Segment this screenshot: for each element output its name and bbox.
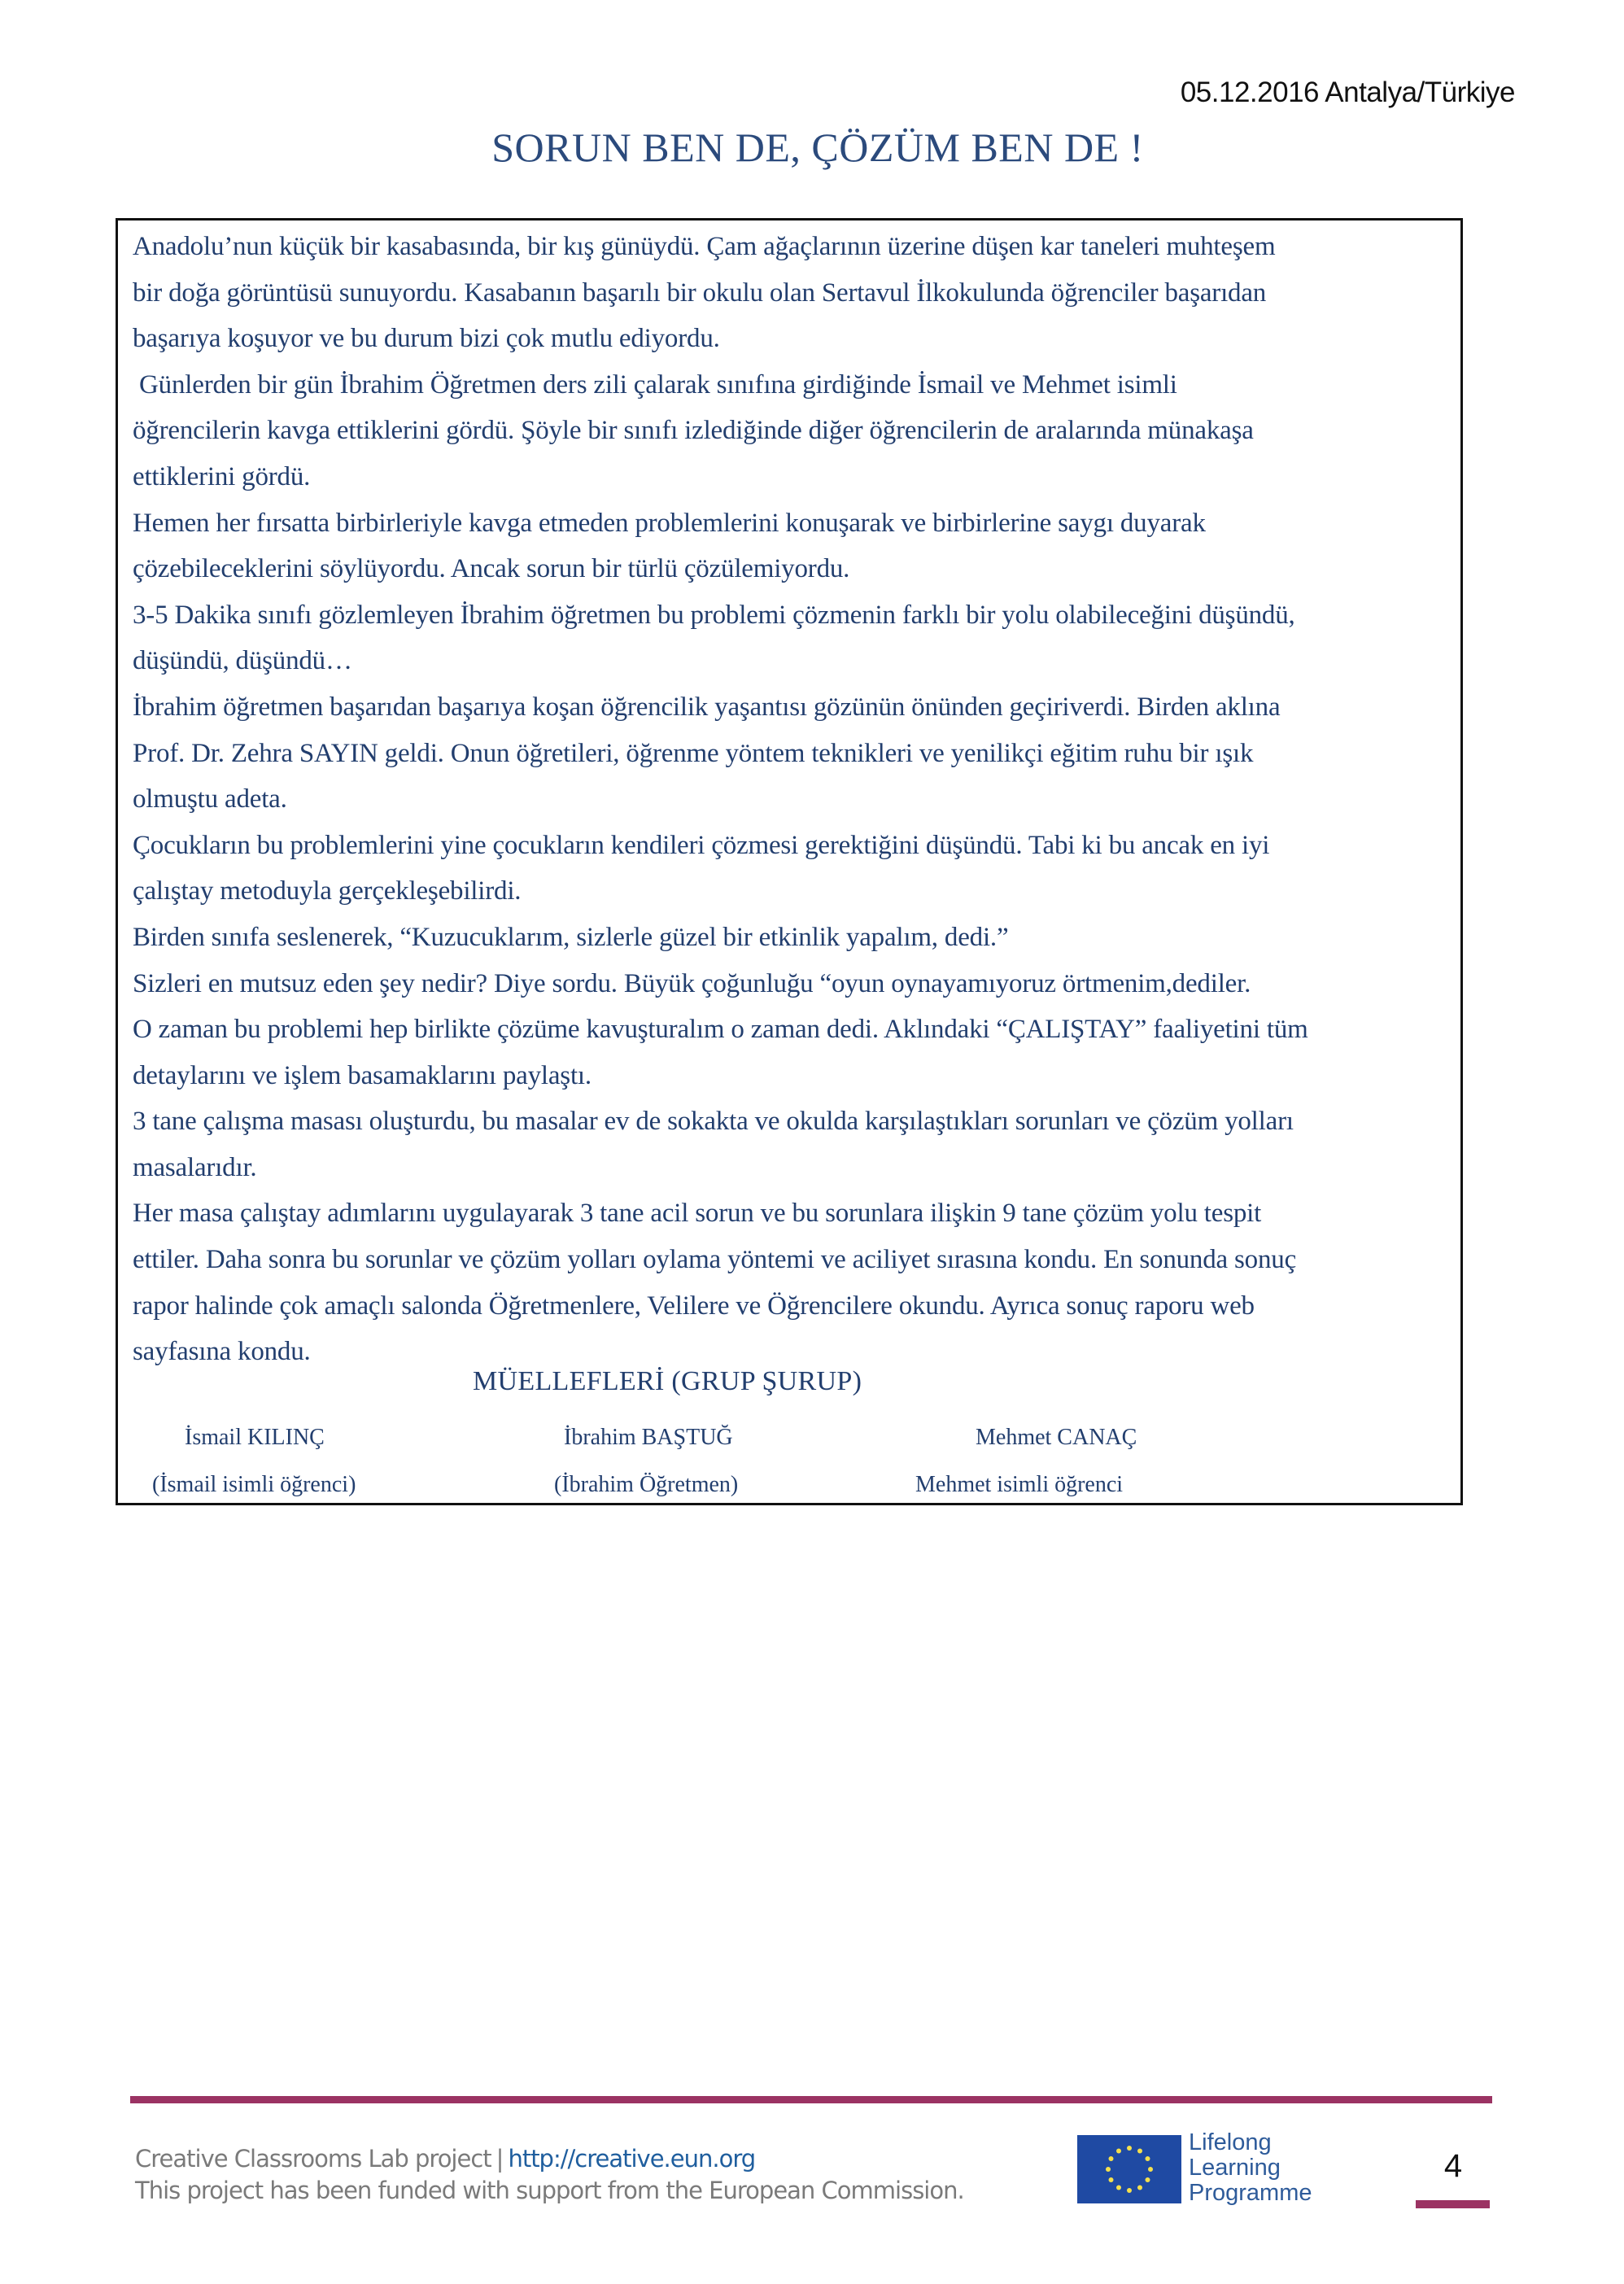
lifelong-learning-logo-text xyxy=(1189,2130,1312,2206)
story-line: Çocukların bu problemlerini yine çocukların kendileri çözmesi gerektiğini düşündü. Tabi ki bu ancak en iyi xyxy=(133,830,1270,860)
author-role: (İsmail isimli öğrenci) xyxy=(152,1472,356,1497)
logo-line: Programme xyxy=(1189,2180,1312,2206)
authors-heading: MÜELLEFLERİ (GRUP ŞURUP) xyxy=(473,1366,862,1396)
eu-flag-icon xyxy=(1077,2135,1181,2203)
footer-project-line xyxy=(135,2145,755,2173)
page-number: 4 xyxy=(1443,2148,1463,2184)
story-line: detaylarını ve işlem basamaklarını paylaştı. xyxy=(133,1060,592,1090)
eu-stars-icon xyxy=(1077,2135,1181,2203)
footer-divider xyxy=(130,2096,1492,2103)
story-line: çözebileceklerini söylüyordu. Ancak sorun bir türlü çözülemiyordu. xyxy=(133,554,850,584)
story-line: ettiklerini gördü. xyxy=(133,461,311,491)
story-line: Her masa çalıştay adımlarını uygulayarak 3 tane acil sorun ve bu sorunlara ilişkin 9 tane çözüm yolu tespit xyxy=(133,1199,1262,1229)
story-line: başarıya koşuyor ve bu durum bizi çok mutlu ediyordu. xyxy=(133,324,720,354)
page-title: SORUN BEN DE, ÇÖZÜM BEN DE ! xyxy=(491,124,1144,170)
author-name: Mehmet CANAÇ xyxy=(976,1425,1137,1450)
story-line: çalıştay metoduyla gerçekleşebilirdi. xyxy=(133,876,522,906)
date-location: 05.12.2016 Antalya/Türkiye xyxy=(1180,76,1515,108)
story-line: sayfasına kondu. xyxy=(133,1337,311,1367)
story-line: rapor halinde çok amaçlı salonda Öğretmenlere, Velilere ve Öğrencilere okundu. Ayrıca sonuç raporu web xyxy=(133,1290,1255,1321)
story-line: Hemen her fırsatta birbirleriyle kavga etmeden problemlerini konuşarak ve birbirlerine saygı duyarak xyxy=(133,508,1206,538)
story-line: 3-5 Dakika sınıfı gözlemleyen İbrahim öğretmen bu problemi çözmenin farklı bir yolu olabileceğini düşündü, xyxy=(133,600,1295,630)
story-body xyxy=(133,224,1444,1375)
author-name: İsmail KILINÇ xyxy=(185,1425,325,1450)
project-link[interactable]: http://creative.eun.org xyxy=(508,2145,756,2173)
story-line: olmuştu adeta. xyxy=(133,784,287,814)
story-line: Prof. Dr. Zehra SAYIN geldi. Onun öğretileri, öğrenme yöntem teknikleri ve yenilikçi eğitim ruhu bir ışık xyxy=(133,738,1254,768)
author-name: İbrahim BAŞTUĞ xyxy=(564,1425,733,1450)
story-line: Günlerden bir gün İbrahim Öğretmen ders zili çalarak sınıfına girdiğinde İsmail ve Mehmet isimli xyxy=(133,369,1177,400)
page-number-underline xyxy=(1416,2200,1490,2208)
story-line: masalarıdır. xyxy=(133,1152,257,1182)
story-line: bir doğa görüntüsü sunuyordu. Kasabanın başarılı bir okulu olan Sertavul İlkokulunda öğrenciler başarıdan xyxy=(133,277,1267,308)
story-line: düşündü, düşündü… xyxy=(133,646,352,676)
story-box xyxy=(116,218,1463,1505)
footer-separator: | xyxy=(495,2145,504,2173)
story-line: Birden sınıfa seslenerek, “Kuzucuklarım, sizlerle güzel bir etkinlik yapalım, dedi.” xyxy=(133,922,1009,952)
story-line: İbrahim öğretmen başarıdan başarıya koşan öğrencilik yaşantısı gözünün önünden geçiriverdi. Birden aklına xyxy=(133,692,1281,722)
author-role: Mehmet isimli öğrenci xyxy=(915,1472,1124,1497)
story-line: 3 tane çalışma masası oluşturdu, bu masalar ev de sokakta ve okulda karşılaştıkları sorunları ve çözüm yolları xyxy=(133,1107,1294,1137)
story-line: O zaman bu problemi hep birlikte çözüme kavuşturalım o zaman dedi. Aklındaki “ÇALIŞTAY” faaliyetini tüm xyxy=(133,1015,1308,1045)
logo-line: Lifelong xyxy=(1189,2129,1272,2155)
story-line: Anadolu’nun küçük bir kasabasında, bir kış günüydü. Çam ağaçlarının üzerine düşen kar taneleri muhteşem xyxy=(133,232,1276,261)
author-role: (İbrahim Öğretmen) xyxy=(554,1472,739,1497)
project-name: Creative Classrooms Lab project xyxy=(135,2145,491,2173)
logo-line: Learning xyxy=(1189,2155,1281,2181)
story-line: Sizleri en mutsuz eden şey nedir? Diye sordu. Büyük çoğunluğu “oyun oynayamıyoruz örtmenim,dediler. xyxy=(133,968,1251,998)
story-line: ettiler. Daha sonra bu sorunlar ve çözüm yolları oylama yöntemi ve aciliyet sırasına kondu. En sonunda sonuç xyxy=(133,1245,1297,1275)
funding-statement: This project has been funded with support from the European Commission. xyxy=(135,2177,964,2204)
story-line: öğrencilerin kavga ettiklerini gördü. Şöyle bir sınıfı izlediğinde diğer öğrencilerin de aralarında münakaşa xyxy=(133,416,1254,446)
